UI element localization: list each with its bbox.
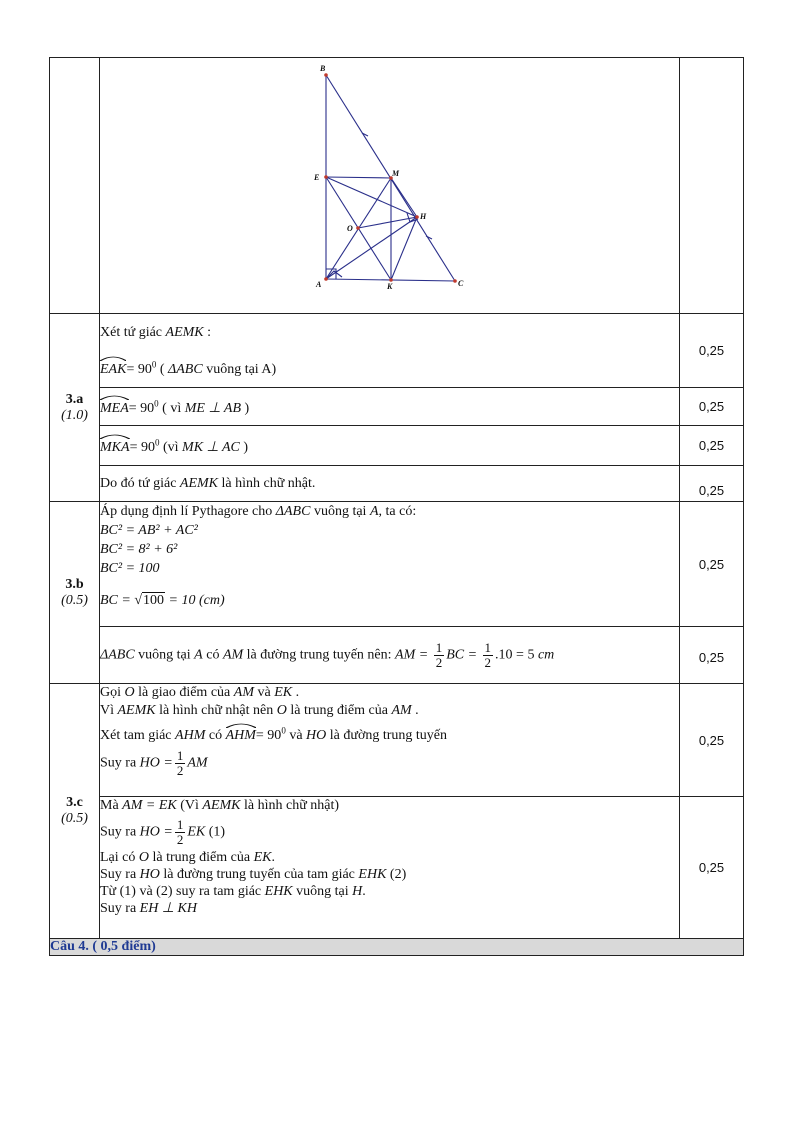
fraction: $\frac{1}{2}$ bbox=[435, 639, 443, 670]
q3a-step-1 bbox=[100, 314, 680, 388]
point-label-O: O bbox=[347, 223, 353, 233]
text: , ta có: bbox=[378, 504, 417, 519]
text: BC = bbox=[100, 593, 131, 608]
text: .10 = 5 bbox=[495, 647, 535, 663]
q3c-points: (0.5) bbox=[61, 811, 88, 826]
q3b-step-1: Áp dụng định lí Pythagore cho ΔABC vuông tại A, ta có: BC² = AB² + AC² BC² = 8² + 6² BC² = 100 BC = √100 = 10 (cm) bbox=[100, 502, 680, 627]
degree: 0 bbox=[154, 437, 160, 448]
q3a-row-2 bbox=[50, 388, 744, 426]
angle-AHM: AHM bbox=[226, 723, 256, 745]
text: ( bbox=[159, 361, 165, 377]
angle-text: EAK bbox=[100, 361, 127, 377]
q3a-row-4 bbox=[50, 466, 744, 502]
expr: ME ⊥ AB bbox=[184, 401, 241, 416]
figure-label-cell bbox=[50, 58, 100, 314]
text: vuông tại bbox=[313, 504, 367, 519]
q3a-row-3 bbox=[50, 426, 744, 466]
degree: 0 bbox=[154, 398, 159, 409]
text: vuông tại bbox=[138, 647, 191, 663]
var: ΔABC bbox=[168, 361, 203, 377]
point-label-B: B bbox=[320, 63, 326, 73]
point-label-K: K bbox=[387, 281, 393, 291]
text: = 90 bbox=[128, 401, 155, 416]
var: ΔABC bbox=[100, 647, 135, 663]
text: = 90 bbox=[126, 361, 152, 377]
q3a-label-cell bbox=[50, 314, 100, 502]
q3c-score-2: 0,25 bbox=[680, 797, 744, 939]
eq-line-1: BC² = AB² + AC² bbox=[100, 523, 198, 538]
radicand: 100 bbox=[143, 593, 165, 608]
q3a-points: (1.0) bbox=[61, 407, 88, 423]
text: Xét tứ giác bbox=[100, 324, 163, 340]
q3c-step-2: Mà AM = EK (Vì AEMK là hình chữ nhật) Suy ra HO = $\frac{1}{2}$ EK (1) Lại có O là trung điểm của EK. Suy ra HO là đường trung tuyến của tam giác EHK (2) Từ (1) và (2) suy ra tam giác EHK vuông tại H. Suy ra EH ⊥ KH bbox=[100, 797, 680, 939]
angle-text: MEA bbox=[100, 401, 129, 416]
point-label-C: C bbox=[458, 278, 464, 288]
text: = 90 bbox=[129, 440, 155, 455]
answer-key-page bbox=[49, 57, 743, 956]
eq-line-3: BC² = 100 bbox=[100, 561, 160, 576]
eq-line-2: BC² = 8² + 6² bbox=[100, 542, 178, 557]
q3b-label-cell bbox=[50, 502, 100, 684]
text: = 10 (cm) bbox=[168, 593, 225, 608]
text: ) bbox=[244, 401, 250, 416]
expr: MK ⊥ AC bbox=[182, 440, 240, 455]
point-label-A: A bbox=[316, 279, 322, 289]
q3b-row-1 bbox=[50, 502, 744, 627]
var: A bbox=[369, 504, 379, 519]
text: (vì bbox=[162, 440, 179, 455]
text: là đường trung tuyến nên: bbox=[246, 647, 392, 663]
q3a-score-3: 0,25 bbox=[680, 426, 744, 466]
geometry-figure bbox=[100, 59, 680, 313]
figure-score-cell bbox=[680, 58, 744, 314]
angle-text: MKA bbox=[100, 440, 130, 455]
point-label-E: E bbox=[314, 172, 320, 182]
q3a-row-1 bbox=[50, 314, 744, 388]
text: vuông tại A) bbox=[206, 361, 277, 377]
figure-row bbox=[50, 58, 744, 314]
q3c-label-cell bbox=[50, 684, 100, 939]
var: AEMK bbox=[165, 324, 204, 340]
q3a-step-3 bbox=[100, 426, 680, 466]
text: ) bbox=[243, 440, 249, 455]
fraction: $\frac{1}{2}$ bbox=[484, 639, 492, 670]
q3a-label: 3.a bbox=[65, 391, 84, 407]
q3a-score-1: 0,25 bbox=[680, 314, 744, 388]
angle-EAK bbox=[100, 356, 126, 379]
expr: BC = bbox=[446, 647, 478, 663]
q3a-score-2: 0,25 bbox=[680, 388, 744, 426]
q3c-row-1 bbox=[50, 684, 744, 797]
text: ( vì bbox=[162, 401, 182, 416]
text: Do đó tứ giác bbox=[100, 476, 177, 491]
q3c-row-2 bbox=[50, 797, 744, 939]
next-question-header: Câu 4. ( 0,5 điểm) bbox=[50, 939, 744, 956]
text: là hình chữ nhật. bbox=[221, 476, 316, 491]
q3a-score-4: 0,25 bbox=[680, 466, 744, 502]
text: có bbox=[206, 647, 220, 663]
text: Áp dụng định lí Pythagore cho bbox=[100, 504, 273, 519]
q3c-score-1: 0,25 bbox=[680, 684, 744, 797]
var: A bbox=[194, 647, 203, 663]
degree: 0 bbox=[151, 358, 157, 369]
segment-EM bbox=[326, 177, 391, 178]
q3b-step-2 bbox=[100, 627, 680, 684]
q3c-step-1: Gọi O là giao điểm của AM và EK . Vì AEMK là hình chữ nhật nên O là trung điểm của AM . Xét tam giác AHM có $AHM= 90^0$ và HO là đường trung tuyến Suy ra HO = $\frac{1}{2}$ AM bbox=[100, 684, 680, 797]
footer-row bbox=[50, 939, 744, 956]
q3a-step-2 bbox=[100, 388, 680, 426]
q3a-step-4 bbox=[100, 466, 680, 502]
q3b-score-1: 0,25 bbox=[680, 502, 744, 627]
var: AEMK bbox=[179, 476, 219, 491]
expr: AM = bbox=[395, 647, 429, 663]
point-label-H: H bbox=[420, 211, 427, 221]
angle-MKA bbox=[100, 434, 130, 457]
q3c-label: 3.c bbox=[66, 795, 83, 810]
point-label-M: M bbox=[392, 168, 400, 178]
var: AM bbox=[222, 647, 244, 663]
unit: cm bbox=[537, 647, 555, 663]
q3b-score-2: 0,25 bbox=[680, 627, 744, 684]
var: ΔABC bbox=[275, 504, 311, 519]
q3b-row-2 bbox=[50, 627, 744, 684]
solution-table bbox=[49, 57, 744, 956]
text: : bbox=[207, 324, 212, 340]
angle-MEA bbox=[100, 395, 129, 418]
q3b-label: 3.b bbox=[65, 576, 84, 592]
segment-AH bbox=[326, 217, 417, 279]
q3b-points: (0.5) bbox=[61, 592, 88, 608]
figure-cell bbox=[100, 58, 680, 314]
